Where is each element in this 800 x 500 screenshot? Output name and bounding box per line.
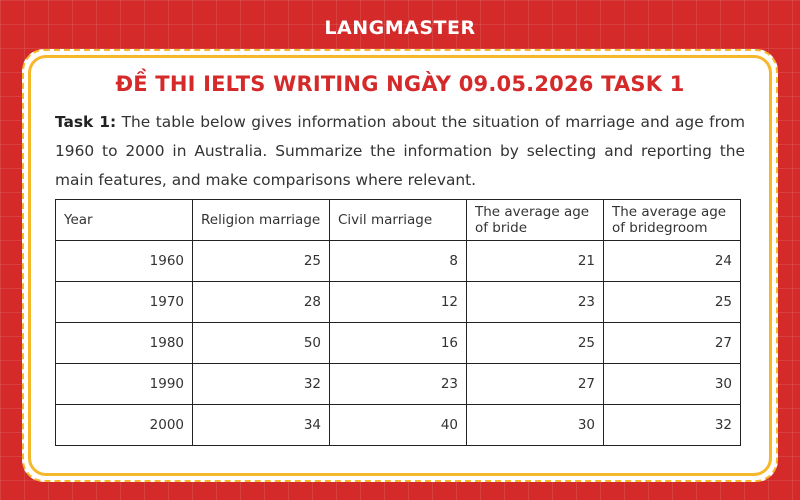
table-cell: 32 <box>193 364 330 405</box>
table-row <box>56 282 741 323</box>
table-cell: 40 <box>330 405 467 446</box>
table-cell: 1980 <box>56 323 193 364</box>
header-cell: Civil marriage <box>330 200 467 241</box>
table-cell: 1970 <box>56 282 193 323</box>
table-row <box>56 405 741 446</box>
task-prompt <box>55 108 745 195</box>
table-cell: 27 <box>467 364 604 405</box>
header-cell: The average age of bridegroom <box>604 200 741 241</box>
table-cell: 1960 <box>56 241 193 282</box>
table-cell: 16 <box>330 323 467 364</box>
page-title: ĐỀ THI IELTS WRITING NGÀY 09.05.2026 TASK 1 <box>115 72 685 96</box>
table-cell: 1990 <box>56 364 193 405</box>
table-header-row <box>56 200 741 241</box>
table-cell: 24 <box>604 241 741 282</box>
table-cell: 23 <box>330 364 467 405</box>
table-cell: 25 <box>193 241 330 282</box>
header-cell: Year <box>56 200 193 241</box>
table-cell: 30 <box>467 405 604 446</box>
table-cell: 30 <box>604 364 741 405</box>
table-cell: 12 <box>330 282 467 323</box>
table-cell: 25 <box>467 323 604 364</box>
table-cell: 32 <box>604 405 741 446</box>
task-description: The table below gives information about the situation of marriage and age from 1960 to 2000 in Australia. Summarize the information by selecting and reporting the main features, and make comparisons where relevant. <box>55 113 745 189</box>
table-row <box>56 323 741 364</box>
table-cell: 27 <box>604 323 741 364</box>
brand-logo: LANGMASTER <box>324 17 476 39</box>
table-cell: 23 <box>467 282 604 323</box>
table-cell: 8 <box>330 241 467 282</box>
table-row <box>56 241 741 282</box>
table-cell: 2000 <box>56 405 193 446</box>
marriage-table <box>55 199 741 446</box>
header-cell: The average age of bride <box>467 200 604 241</box>
header-cell: Religion marriage <box>193 200 330 241</box>
table-cell: 25 <box>604 282 741 323</box>
table-cell: 34 <box>193 405 330 446</box>
table-cell: 28 <box>193 282 330 323</box>
task-label: Task 1: <box>55 113 117 131</box>
table-cell: 50 <box>193 323 330 364</box>
table-cell: 21 <box>467 241 604 282</box>
table-row <box>56 364 741 405</box>
